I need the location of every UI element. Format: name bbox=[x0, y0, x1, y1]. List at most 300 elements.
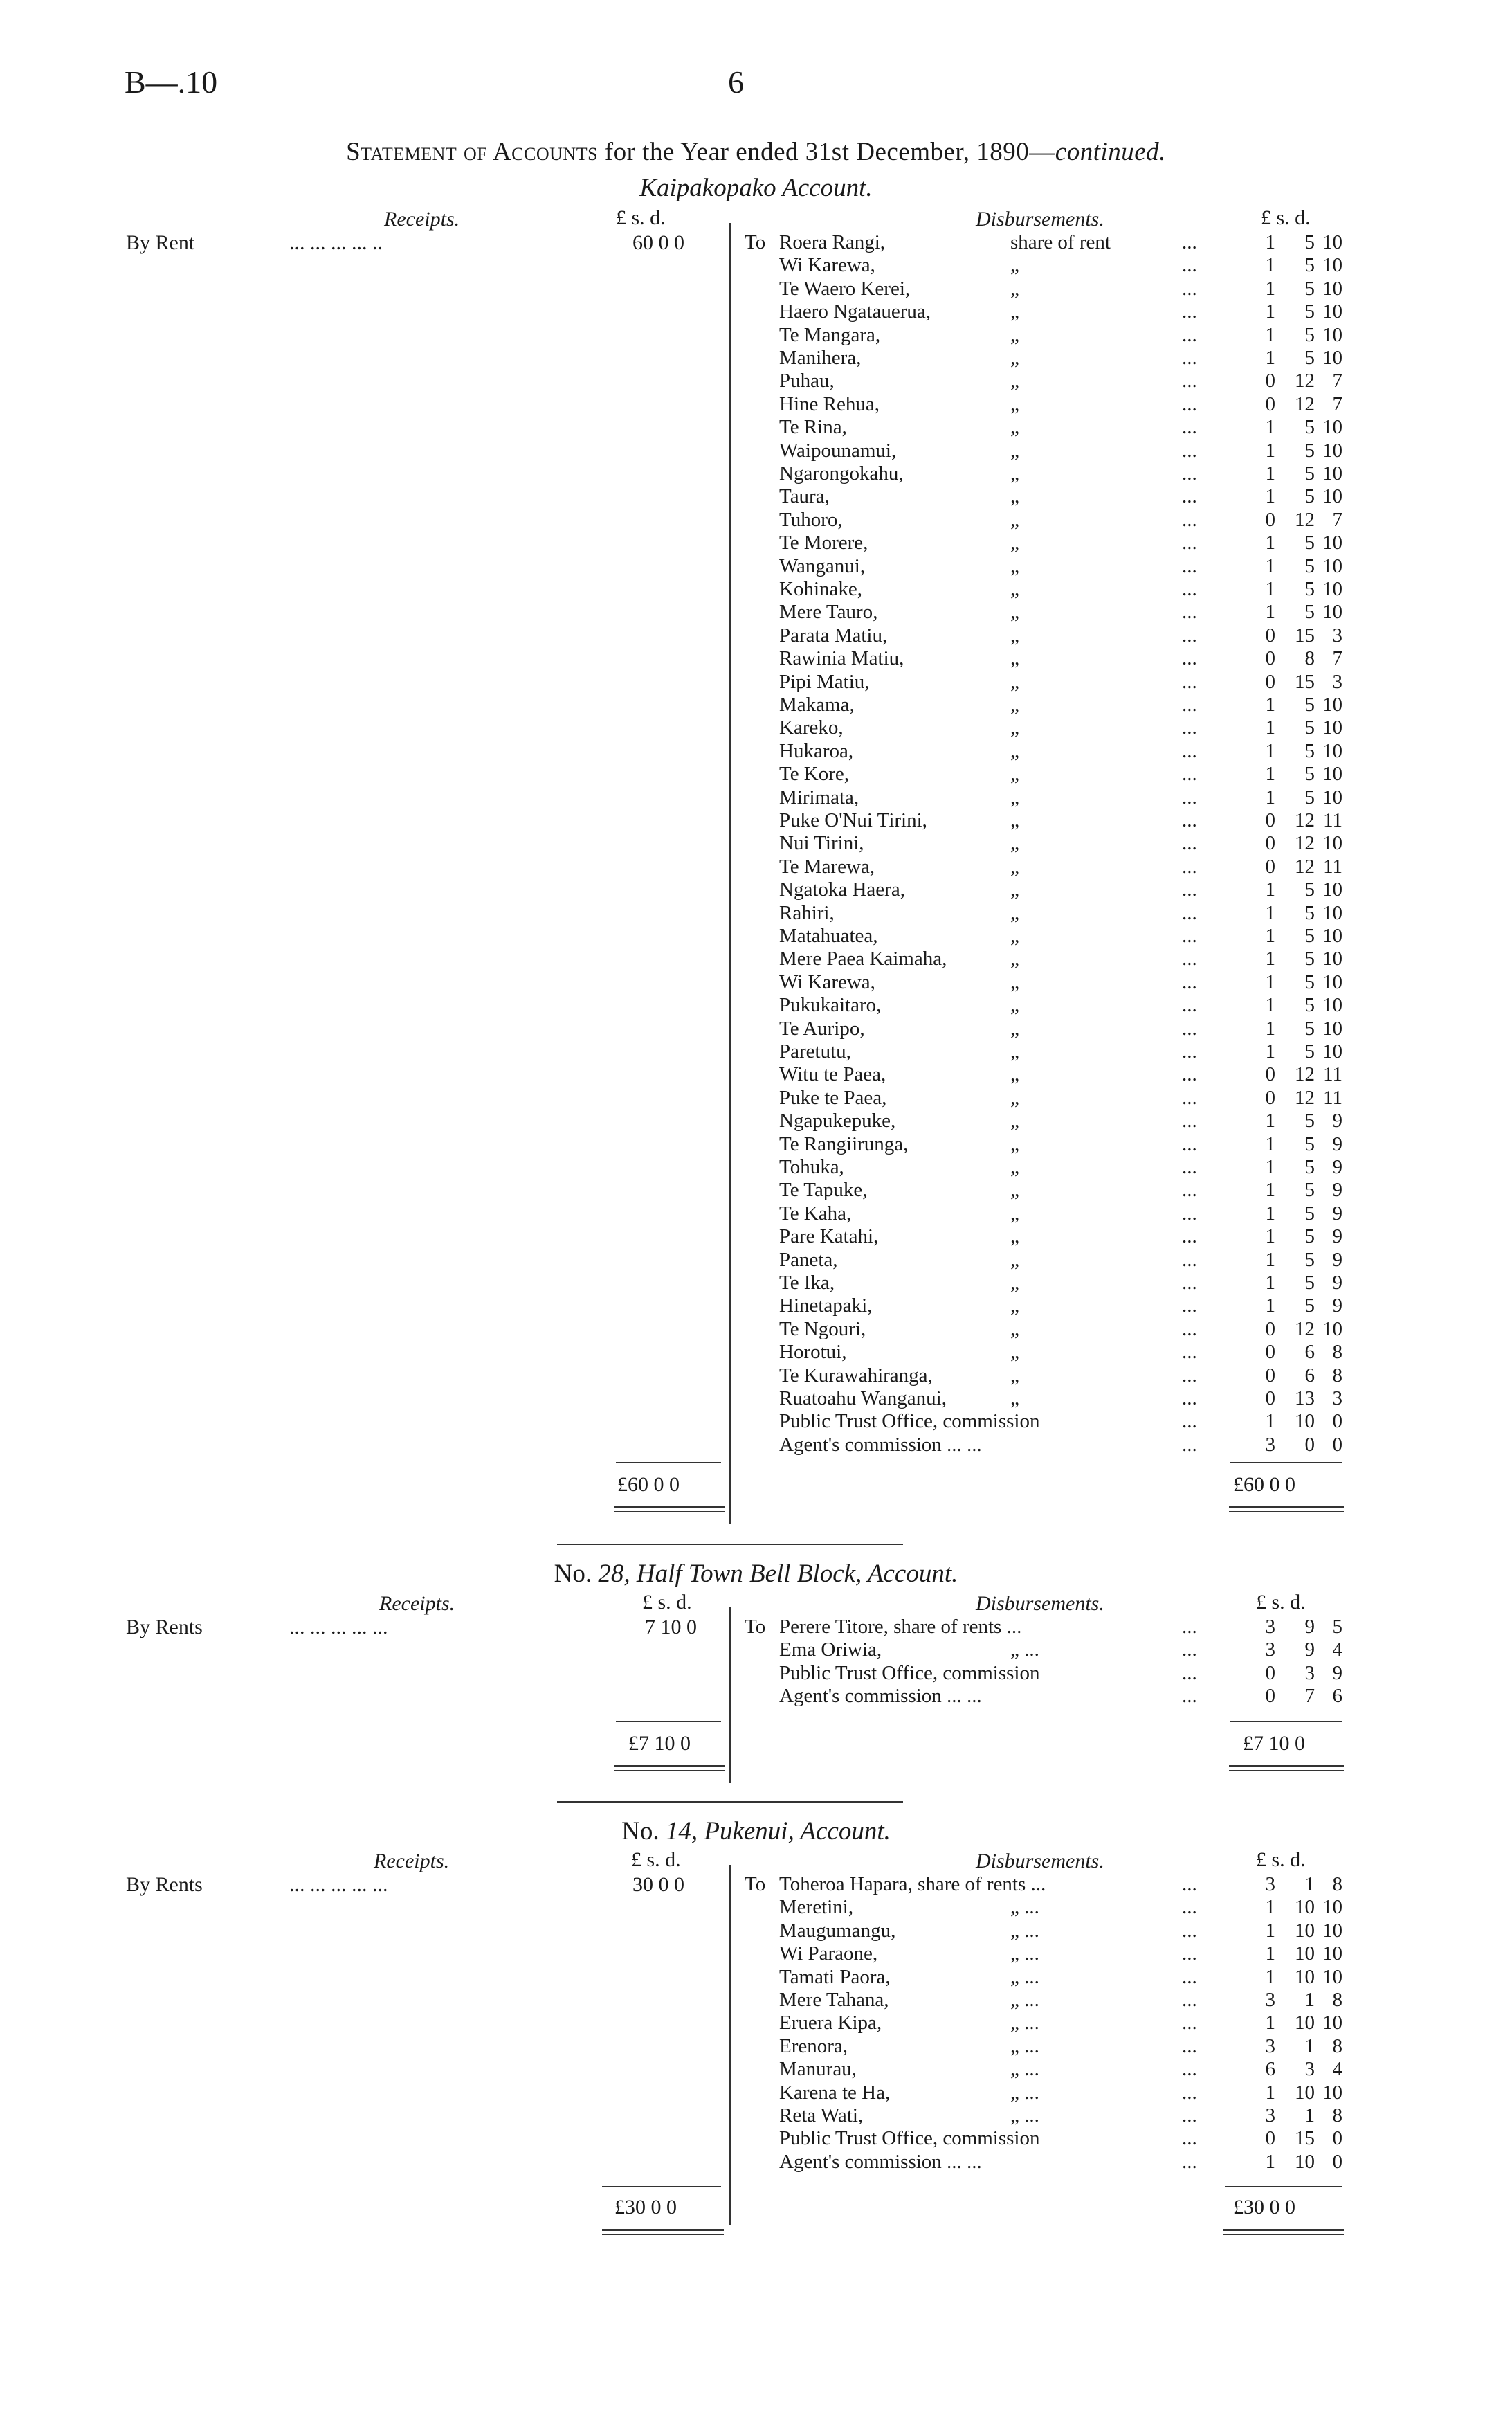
amount-pence: 10 bbox=[1322, 1317, 1342, 1340]
amount-shillings: 1 bbox=[1304, 2104, 1315, 2126]
payee-name: Hine Rehua, bbox=[779, 392, 880, 415]
amount-pence: 4 bbox=[1332, 1638, 1342, 1661]
disbursement-row bbox=[0, 1638, 1512, 1661]
payee-name: Roera Rangi, bbox=[779, 231, 886, 253]
leader-dots: ... bbox=[1182, 1685, 1197, 1708]
leader-dots: ... bbox=[1182, 2081, 1197, 2104]
amount-shillings: 12 bbox=[1295, 832, 1315, 855]
amount-shillings: 5 bbox=[1304, 786, 1315, 809]
receipts-header: Receipts. bbox=[374, 1850, 450, 1872]
leader-dots: ... bbox=[1182, 2058, 1197, 2081]
amount-shillings: 10 bbox=[1295, 1896, 1315, 1919]
amount-pence: 10 bbox=[1322, 1942, 1342, 1965]
disbursement-row bbox=[0, 278, 1512, 300]
amount-pounds: 1 bbox=[1265, 2150, 1275, 2173]
disbursements-double-rule bbox=[1229, 1765, 1344, 1767]
amount-pence: 8 bbox=[1332, 1989, 1342, 2011]
amount-pence: 9 bbox=[1332, 1156, 1342, 1178]
leader-dots: ... bbox=[1182, 416, 1197, 439]
amount-pence: 3 bbox=[1332, 624, 1342, 647]
by-rent-label: By Rent bbox=[126, 231, 195, 254]
amount-pounds: 1 bbox=[1265, 2081, 1275, 2104]
leader-dots: ... bbox=[1182, 878, 1197, 901]
payee-name: Karena te Ha, bbox=[779, 2081, 891, 2104]
disbursements-money-header: £ s. d. bbox=[1256, 1591, 1306, 1614]
disbursement-row bbox=[0, 902, 1512, 925]
amount-pounds: 3 bbox=[1265, 1989, 1275, 2011]
disbursement-row bbox=[0, 509, 1512, 532]
payee-note: „ bbox=[1010, 670, 1019, 693]
amount-shillings: 12 bbox=[1295, 1063, 1315, 1086]
payee-note: „ ... bbox=[1010, 1919, 1039, 1942]
payee-name: Puke te Paea, bbox=[779, 1086, 887, 1109]
amount-pence: 10 bbox=[1322, 739, 1342, 762]
payee-note: „ bbox=[1010, 832, 1019, 855]
amount-pounds: 1 bbox=[1265, 323, 1275, 346]
amount-shillings: 12 bbox=[1295, 392, 1315, 415]
disbursements-total-rule bbox=[1230, 1462, 1342, 1463]
amount-pence: 8 bbox=[1332, 2034, 1342, 2057]
payee-name: Toheroa Hapara, share of rents ... bbox=[779, 1873, 1046, 1895]
disbursement-row bbox=[0, 786, 1512, 809]
payee-note: „ bbox=[1010, 948, 1019, 970]
receipts-double-rule bbox=[602, 2229, 724, 2231]
amount-pounds: 1 bbox=[1265, 1179, 1275, 1202]
disbursements-double-rule-2 bbox=[1229, 1511, 1344, 1512]
by-rents-amount: 7 10 0 bbox=[645, 1616, 697, 1638]
amount-pounds: 1 bbox=[1265, 739, 1275, 762]
payee-note: „ ... bbox=[1010, 2081, 1039, 2104]
receipts-money-header: £ s. d. bbox=[616, 206, 666, 229]
disbursement-row bbox=[0, 555, 1512, 578]
amount-pence: 5 bbox=[1332, 1616, 1342, 1638]
amount-pounds: 1 bbox=[1265, 1040, 1275, 1063]
disbursement-row bbox=[0, 647, 1512, 670]
amount-pounds: 1 bbox=[1265, 300, 1275, 323]
amount-shillings: 9 bbox=[1304, 1638, 1315, 1661]
disbursement-row bbox=[0, 763, 1512, 786]
payee-name: Te Ngouri, bbox=[779, 1317, 866, 1340]
amount-shillings: 5 bbox=[1304, 948, 1315, 970]
disbursements-total: £30 0 0 bbox=[1233, 2196, 1295, 2219]
leader-dots: ... bbox=[1182, 670, 1197, 693]
disbursement-row bbox=[0, 1387, 1512, 1410]
payee-name: Te Kaha, bbox=[779, 1202, 852, 1225]
receipts-double-rule-2 bbox=[602, 2234, 724, 2235]
amount-pence: 10 bbox=[1322, 485, 1342, 508]
document-reference: B—.10 bbox=[125, 64, 218, 100]
payee-name: Mere Tauro, bbox=[779, 601, 878, 624]
leader-dots: ... bbox=[1182, 370, 1197, 392]
payee-note: „ bbox=[1010, 786, 1019, 809]
amount-shillings: 5 bbox=[1304, 1248, 1315, 1271]
payee-name: Wanganui, bbox=[779, 554, 866, 577]
payee-name: Rahiri, bbox=[779, 901, 835, 924]
disbursement-row bbox=[0, 393, 1512, 416]
payee-note: „ bbox=[1010, 1364, 1019, 1387]
amount-pence: 11 bbox=[1323, 1086, 1342, 1109]
leader-dots: ... bbox=[1182, 809, 1197, 831]
amount-pence: 0 bbox=[1332, 1410, 1342, 1433]
payee-name: Puke O'Nui Tirini, bbox=[779, 809, 927, 831]
payee-note: „ bbox=[1010, 1272, 1019, 1294]
amount-pence: 10 bbox=[1322, 948, 1342, 970]
amount-pence: 9 bbox=[1332, 1202, 1342, 1225]
payee-note: „ bbox=[1010, 739, 1019, 762]
payee-note: „ bbox=[1010, 1225, 1019, 1248]
payee-name: Ema Oriwia, bbox=[779, 1638, 882, 1661]
payee-note: „ bbox=[1010, 1110, 1019, 1132]
to-prefix: To bbox=[745, 1616, 766, 1638]
payee-name: Te Kore, bbox=[779, 763, 850, 786]
amount-shillings: 12 bbox=[1295, 370, 1315, 392]
payee-note: „ bbox=[1010, 694, 1019, 716]
payee-name: Waipounamui, bbox=[779, 439, 897, 462]
payee-name: Tuhoro, bbox=[779, 508, 843, 531]
amount-shillings: 8 bbox=[1304, 647, 1315, 670]
payee-name: Te Kurawahiranga, bbox=[779, 1364, 933, 1387]
amount-pounds: 1 bbox=[1265, 1410, 1275, 1433]
payee-note: „ bbox=[1010, 578, 1019, 600]
leader-dots: ... bbox=[1182, 716, 1197, 739]
disbursement-row bbox=[0, 1249, 1512, 1272]
amount-pence: 3 bbox=[1332, 670, 1342, 693]
amount-shillings: 5 bbox=[1304, 277, 1315, 300]
amount-pence: 10 bbox=[1322, 2081, 1342, 2104]
payee-note: „ bbox=[1010, 1341, 1019, 1364]
amount-shillings: 15 bbox=[1295, 624, 1315, 647]
amount-pounds: 1 bbox=[1265, 231, 1275, 253]
amount-shillings: 5 bbox=[1304, 416, 1315, 439]
amount-shillings: 5 bbox=[1304, 1179, 1315, 1202]
amount-pounds: 1 bbox=[1265, 439, 1275, 462]
payee-note: „ bbox=[1010, 855, 1019, 878]
amount-pounds: 0 bbox=[1265, 508, 1275, 531]
payee-name: Public Trust Office, commission bbox=[779, 2127, 1040, 2150]
leader-dots: ... bbox=[1182, 578, 1197, 600]
amount-pence: 10 bbox=[1322, 1017, 1342, 1040]
leader-dots: ... bbox=[1182, 1248, 1197, 1271]
payee-note: „ ... bbox=[1010, 1638, 1039, 1661]
amount-pence: 0 bbox=[1332, 1433, 1342, 1456]
disbursement-row bbox=[0, 1920, 1512, 1942]
disbursement-row bbox=[0, 1989, 1512, 2012]
payee-name: Wi Karewa, bbox=[779, 970, 875, 993]
disbursements-money-header: £ s. d. bbox=[1261, 206, 1311, 229]
amount-shillings: 6 bbox=[1304, 1341, 1315, 1364]
payee-name: Manihera, bbox=[779, 347, 862, 369]
by-rent-dots: ... ... ... ... .. bbox=[289, 231, 383, 254]
page-title bbox=[0, 137, 1512, 167]
payee-note: „ ... bbox=[1010, 1989, 1039, 2011]
receipts-header: Receipts. bbox=[379, 1592, 455, 1615]
amount-pence: 7 bbox=[1332, 647, 1342, 670]
amount-pounds: 1 bbox=[1265, 1110, 1275, 1132]
payee-note: „ bbox=[1010, 532, 1019, 554]
payee-note: „ bbox=[1010, 416, 1019, 439]
payee-note: „ bbox=[1010, 1387, 1019, 1409]
disbursement-row bbox=[0, 462, 1512, 485]
disbursements-total-rule bbox=[1225, 2186, 1342, 2187]
disbursement-row bbox=[0, 716, 1512, 739]
disbursements-header: Disbursements. bbox=[976, 208, 1104, 231]
amount-shillings: 5 bbox=[1304, 1272, 1315, 1294]
leader-dots: ... bbox=[1182, 1202, 1197, 1225]
payee-note: „ ... bbox=[1010, 1942, 1039, 1965]
payee-note: „ ... bbox=[1010, 2104, 1039, 2126]
amount-pence: 10 bbox=[1322, 554, 1342, 577]
payee-name: Ngatoka Haera, bbox=[779, 878, 905, 901]
disbursements-double-rule bbox=[1229, 1506, 1344, 1508]
amount-pounds: 1 bbox=[1265, 347, 1275, 369]
amount-shillings: 7 bbox=[1304, 1685, 1315, 1708]
payee-name: Meretini, bbox=[779, 1896, 854, 1919]
payee-name: Nui Tirini, bbox=[779, 832, 864, 855]
amount-pence: 10 bbox=[1322, 2012, 1342, 2034]
receipts-total: £60 0 0 bbox=[617, 1473, 680, 1496]
payee-note: „ bbox=[1010, 347, 1019, 369]
payee-note: „ bbox=[1010, 970, 1019, 993]
amount-pence: 7 bbox=[1332, 508, 1342, 531]
disbursement-row bbox=[0, 347, 1512, 370]
amount-shillings: 5 bbox=[1304, 1040, 1315, 1063]
amount-shillings: 12 bbox=[1295, 809, 1315, 831]
to-prefix: To bbox=[745, 231, 766, 253]
amount-shillings: 5 bbox=[1304, 1202, 1315, 1225]
amount-pence: 9 bbox=[1332, 1661, 1342, 1684]
by-rents-dots: ... ... ... ... ... bbox=[289, 1873, 388, 1896]
amount-pence: 10 bbox=[1322, 601, 1342, 624]
amount-shillings: 10 bbox=[1295, 2012, 1315, 2034]
payee-name: Pare Katahi, bbox=[779, 1225, 879, 1248]
receipts-double-rule bbox=[614, 1506, 725, 1508]
disbursement-row bbox=[0, 624, 1512, 647]
amount-shillings: 5 bbox=[1304, 1132, 1315, 1155]
disbursement-row bbox=[0, 1662, 1512, 1685]
amount-pence: 10 bbox=[1322, 532, 1342, 554]
disbursement-row bbox=[0, 740, 1512, 763]
payee-note: „ ... bbox=[1010, 1965, 1039, 1988]
amount-shillings: 10 bbox=[1295, 1410, 1315, 1433]
leader-dots: ... bbox=[1182, 970, 1197, 993]
amount-pence: 3 bbox=[1332, 1387, 1342, 1409]
receipts-double-rule-2 bbox=[614, 1770, 725, 1771]
leader-dots: ... bbox=[1182, 1942, 1197, 1965]
amount-pounds: 0 bbox=[1265, 647, 1275, 670]
amount-pounds: 0 bbox=[1265, 370, 1275, 392]
payee-name: Manurau, bbox=[779, 2058, 857, 2081]
by-rents-label: By Rents bbox=[126, 1873, 203, 1896]
payee-name: Witu te Paea, bbox=[779, 1063, 886, 1086]
receipts-double-rule bbox=[614, 1765, 725, 1767]
amount-shillings: 1 bbox=[1304, 2034, 1315, 2057]
leader-dots: ... bbox=[1182, 1063, 1197, 1086]
section-separator bbox=[557, 1801, 903, 1803]
amount-shillings: 10 bbox=[1295, 2150, 1315, 2173]
disbursement-row bbox=[0, 1133, 1512, 1156]
amount-pounds: 0 bbox=[1265, 1341, 1275, 1364]
amount-pence: 9 bbox=[1332, 1110, 1342, 1132]
payee-name: Maugumangu, bbox=[779, 1919, 896, 1942]
payee-name: Te Waero Kerei, bbox=[779, 277, 911, 300]
disbursement-row bbox=[0, 1966, 1512, 1989]
amount-pounds: 1 bbox=[1265, 1965, 1275, 1988]
disbursement-row bbox=[0, 1873, 1512, 1896]
page-number: 6 bbox=[728, 64, 744, 100]
leader-dots: ... bbox=[1182, 1638, 1197, 1661]
disbursement-row bbox=[0, 440, 1512, 462]
leader-dots: ... bbox=[1182, 647, 1197, 670]
amount-shillings: 15 bbox=[1295, 670, 1315, 693]
by-rents-label: By Rents bbox=[126, 1616, 203, 1638]
amount-pence: 10 bbox=[1322, 901, 1342, 924]
amount-pence: 8 bbox=[1332, 2104, 1342, 2126]
amount-pence: 10 bbox=[1322, 925, 1342, 947]
receipts-money-header: £ s. d. bbox=[631, 1848, 681, 1871]
amount-shillings: 10 bbox=[1295, 1965, 1315, 1988]
amount-pounds: 0 bbox=[1265, 1387, 1275, 1409]
amount-pounds: 1 bbox=[1265, 277, 1275, 300]
title-year: for the Year ended 31st December, 1890— bbox=[598, 138, 1055, 166]
by-rents-amount: 30 0 0 bbox=[632, 1873, 684, 1896]
payee-note: „ bbox=[1010, 809, 1019, 831]
amount-pounds: 1 bbox=[1265, 2012, 1275, 2034]
payee-name: Te Ika, bbox=[779, 1272, 835, 1294]
payee-note: „ bbox=[1010, 763, 1019, 786]
payee-name: Makama, bbox=[779, 694, 855, 716]
disbursements-money-header: £ s. d. bbox=[1256, 1848, 1306, 1871]
payee-note: „ bbox=[1010, 1132, 1019, 1155]
disbursements-header: Disbursements. bbox=[976, 1850, 1104, 1872]
disbursement-row bbox=[0, 856, 1512, 878]
leader-dots: ... bbox=[1182, 231, 1197, 253]
amount-pounds: 0 bbox=[1265, 1063, 1275, 1086]
amount-pence: 10 bbox=[1322, 1896, 1342, 1919]
disbursement-row bbox=[0, 832, 1512, 855]
leader-dots: ... bbox=[1182, 1272, 1197, 1294]
payee-note: „ ... bbox=[1010, 2058, 1039, 2081]
receipts-money-header: £ s. d. bbox=[642, 1591, 692, 1614]
amount-pence: 7 bbox=[1332, 370, 1342, 392]
amount-pounds: 3 bbox=[1265, 2104, 1275, 2126]
amount-pounds: 1 bbox=[1265, 1156, 1275, 1178]
payee-name: Horotui, bbox=[779, 1341, 847, 1364]
amount-pence: 8 bbox=[1332, 1364, 1342, 1387]
leader-dots: ... bbox=[1182, 1179, 1197, 1202]
payee-name: Paneta, bbox=[779, 1248, 838, 1271]
leader-dots: ... bbox=[1182, 1965, 1197, 1988]
payee-note: „ bbox=[1010, 439, 1019, 462]
amount-shillings: 12 bbox=[1295, 508, 1315, 531]
payee-name: Kohinake, bbox=[779, 578, 862, 600]
disbursement-row bbox=[0, 2104, 1512, 2127]
disbursements-double-rule-2 bbox=[1229, 1770, 1344, 1771]
leader-dots: ... bbox=[1182, 601, 1197, 624]
disbursement-row bbox=[0, 2127, 1512, 2150]
by-rent-amount: 60 0 0 bbox=[632, 231, 684, 254]
payee-note: „ bbox=[1010, 323, 1019, 346]
amount-pounds: 0 bbox=[1265, 1685, 1275, 1708]
payee-name: Wi Paraone, bbox=[779, 1942, 878, 1965]
payee-name: Puhau, bbox=[779, 370, 835, 392]
payee-note: „ bbox=[1010, 1086, 1019, 1109]
amount-shillings: 5 bbox=[1304, 254, 1315, 277]
payee-note: „ bbox=[1010, 1063, 1019, 1086]
disbursements-double-rule-2 bbox=[1223, 2234, 1344, 2235]
disbursement-row bbox=[0, 578, 1512, 601]
disbursement-row bbox=[0, 1896, 1512, 1919]
payee-note: „ bbox=[1010, 878, 1019, 901]
payee-name: Agent's commission ... ... bbox=[779, 1685, 982, 1708]
amount-shillings: 5 bbox=[1304, 554, 1315, 577]
leader-dots: ... bbox=[1182, 323, 1197, 346]
payee-note: „ bbox=[1010, 925, 1019, 947]
amount-shillings: 5 bbox=[1304, 578, 1315, 600]
payee-note: „ bbox=[1010, 1040, 1019, 1063]
payee-note: „ bbox=[1010, 901, 1019, 924]
payee-name: Wi Karewa, bbox=[779, 254, 875, 277]
disbursements-header: Disbursements. bbox=[976, 1592, 1104, 1615]
amount-pounds: 0 bbox=[1265, 2127, 1275, 2150]
disbursement-row bbox=[0, 1434, 1512, 1456]
amount-shillings: 5 bbox=[1304, 231, 1315, 253]
amount-pence: 10 bbox=[1322, 970, 1342, 993]
leader-dots: ... bbox=[1182, 2127, 1197, 2150]
amount-shillings: 5 bbox=[1304, 1017, 1315, 1040]
amount-pounds: 1 bbox=[1265, 1202, 1275, 1225]
amount-shillings: 10 bbox=[1295, 1942, 1315, 1965]
payee-note: „ bbox=[1010, 508, 1019, 531]
leader-dots: ... bbox=[1182, 554, 1197, 577]
disbursement-row bbox=[0, 2151, 1512, 2174]
leader-dots: ... bbox=[1182, 624, 1197, 647]
amount-pence: 10 bbox=[1322, 347, 1342, 369]
amount-pence: 7 bbox=[1332, 392, 1342, 415]
disbursements-total: £7 10 0 bbox=[1243, 1732, 1305, 1755]
payee-note: „ bbox=[1010, 485, 1019, 508]
amount-shillings: 3 bbox=[1304, 1661, 1315, 1684]
receipts-total: £7 10 0 bbox=[628, 1732, 691, 1755]
payee-note: „ bbox=[1010, 601, 1019, 624]
payee-name: Hukaroa, bbox=[779, 739, 854, 762]
amount-pence: 0 bbox=[1332, 2150, 1342, 2173]
leader-dots: ... bbox=[1182, 462, 1197, 485]
amount-shillings: 10 bbox=[1295, 1919, 1315, 1942]
payee-note: „ bbox=[1010, 624, 1019, 647]
payee-name: Pukukaitaro, bbox=[779, 994, 882, 1017]
leader-dots: ... bbox=[1182, 2150, 1197, 2173]
disbursement-row bbox=[0, 2058, 1512, 2081]
amount-shillings: 12 bbox=[1295, 1317, 1315, 1340]
amount-pence: 10 bbox=[1322, 277, 1342, 300]
amount-shillings: 5 bbox=[1304, 716, 1315, 739]
disbursement-row bbox=[0, 925, 1512, 948]
amount-pence: 8 bbox=[1332, 1341, 1342, 1364]
amount-pence: 10 bbox=[1322, 694, 1342, 716]
leader-dots: ... bbox=[1182, 1873, 1197, 1895]
amount-pounds: 3 bbox=[1265, 1616, 1275, 1638]
disbursement-row bbox=[0, 1156, 1512, 1179]
payee-name: Taura, bbox=[779, 485, 830, 508]
amount-pounds: 1 bbox=[1265, 578, 1275, 600]
payee-note: „ bbox=[1010, 370, 1019, 392]
pukenui-account-title: No. 14, Pukenui, Account. bbox=[621, 1817, 891, 1845]
amount-shillings: 5 bbox=[1304, 925, 1315, 947]
amount-pounds: 0 bbox=[1265, 809, 1275, 831]
amount-pounds: 0 bbox=[1265, 855, 1275, 878]
amount-pounds: 1 bbox=[1265, 601, 1275, 624]
amount-pounds: 1 bbox=[1265, 994, 1275, 1017]
